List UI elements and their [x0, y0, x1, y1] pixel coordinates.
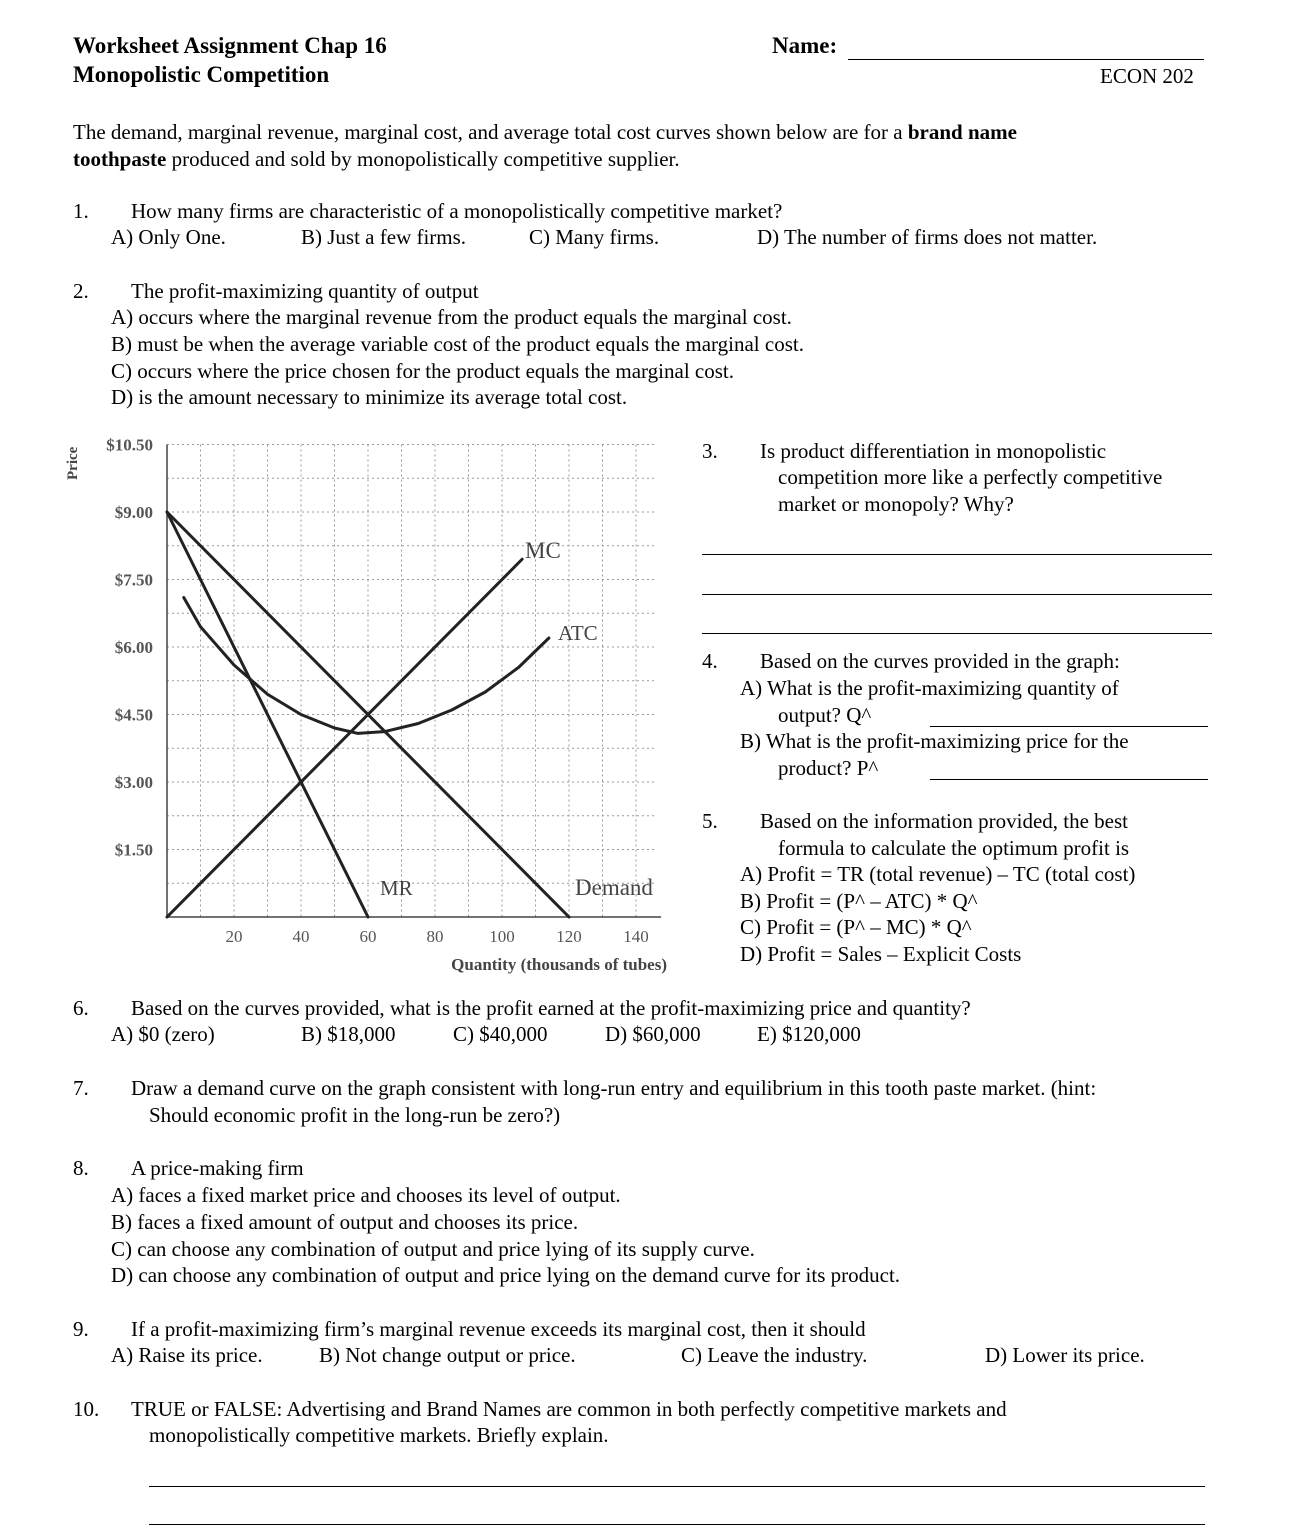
option[interactable]: A) faces a fixed market price and chooses its level of output. — [111, 1183, 621, 1207]
y-tick-label: $10.50 — [106, 435, 153, 455]
x-tick-label: 100 — [489, 927, 515, 946]
question-text: The profit-maximizing quantity of output — [131, 279, 479, 303]
option[interactable]: D) The number of firms does not matter. — [757, 225, 1098, 249]
x-tick-label: 80 — [426, 927, 444, 946]
course-label: ECON 202 — [1100, 64, 1194, 88]
option[interactable]: C) occurs where the price chosen for the product equals the marginal cost. — [111, 359, 734, 383]
x-tick-label: 60 — [359, 927, 377, 946]
answer-line[interactable] — [149, 1486, 1205, 1487]
x-axis-label: Quantity (thousands of tubes) — [451, 955, 667, 974]
cost-curves-chart — [55, 425, 685, 985]
question-number: 8. — [73, 1156, 89, 1180]
question-number: 2. — [73, 279, 89, 303]
worksheet-subtitle: Monopolistic Competition — [73, 62, 330, 87]
x-tick-label: 20 — [225, 927, 243, 946]
worksheet-title: Worksheet Assignment Chap 16 — [73, 33, 387, 58]
y-axis-label: Price — [65, 446, 81, 480]
question-number: 10. — [73, 1397, 100, 1421]
question-text: Draw a demand curve on the graph consistent with long-run entry and equilibrium in this tooth paste market. (hint: — [131, 1076, 1097, 1100]
y-tick-label: $4.50 — [114, 705, 153, 725]
sub-question: output? Q^ — [778, 703, 872, 727]
y-tick-label: $9.00 — [114, 503, 153, 522]
question-number: 5. — [702, 809, 718, 833]
question-text: formula to calculate the optimum profit is — [778, 836, 1130, 860]
answer-line[interactable] — [702, 594, 1212, 595]
answer-line-quantity[interactable] — [930, 726, 1208, 727]
curve-label-demand: Demand — [575, 875, 653, 900]
intro-bold: brand name — [907, 120, 1017, 144]
option[interactable]: D) is the amount necessary to minimize its average total cost. — [111, 385, 628, 409]
question-text: If a profit-maximizing firm’s marginal revenue exceeds its marginal cost, then it should — [131, 1317, 866, 1341]
curve-label-mc: MC — [525, 538, 561, 563]
y-tick-label: $6.00 — [114, 638, 153, 657]
option[interactable]: C) $40,000 — [453, 1022, 548, 1046]
option[interactable]: B) $18,000 — [301, 1022, 396, 1046]
x-tick-label: 120 — [556, 927, 582, 946]
question-number: 1. — [73, 199, 89, 223]
question-text: competition more like a perfectly competitive — [778, 465, 1163, 489]
chart-grid — [167, 445, 656, 918]
option[interactable]: D) can choose any combination of output and price lying on the demand curve for its product. — [111, 1263, 901, 1287]
question-number: 4. — [702, 649, 718, 673]
option[interactable]: B) Profit = (P^ – ATC) * Q^ — [740, 889, 978, 913]
option[interactable]: B) Just a few firms. — [301, 225, 467, 249]
intro-line1 — [73, 120, 1017, 145]
question-text: market or monopoly? Why? — [778, 492, 1014, 516]
curve-mc — [167, 559, 522, 917]
option[interactable]: C) Many firms. — [529, 225, 660, 249]
x-tick-label: 140 — [623, 927, 649, 946]
sub-question: B) What is the profit-maximizing price for the — [740, 729, 1129, 753]
intro-text: produced and sold by monopolistically competitive supplier. — [166, 147, 680, 171]
y-tick-label: $7.50 — [114, 570, 153, 590]
sub-question: product? P^ — [778, 756, 879, 780]
question-text: Is product differentiation in monopolistic — [760, 439, 1107, 463]
question-text: Based on the curves provided, what is the profit earned at the profit-maximizing price and quantity? — [131, 996, 971, 1020]
answer-line[interactable] — [702, 554, 1212, 555]
chart-axes — [167, 445, 661, 918]
question-text: A price-making firm — [131, 1156, 304, 1180]
intro-line2 — [73, 147, 680, 172]
intro-text: The demand, marginal revenue, marginal cost, and average total cost curves shown below are for a — [73, 120, 908, 144]
option[interactable]: A) Raise its price. — [111, 1343, 263, 1367]
question-text: How many firms are characteristic of a monopolistically competitive market? — [131, 199, 783, 223]
intro-bold: toothpaste — [73, 147, 167, 171]
name-field[interactable] — [848, 59, 1204, 60]
option[interactable]: A) Profit = TR (total revenue) – TC (total cost) — [740, 862, 1136, 886]
option[interactable]: B) must be when the average variable cost of the product equals the marginal cost. — [111, 332, 804, 356]
question-number: 7. — [73, 1076, 89, 1100]
question-text: Based on the information provided, the best — [760, 809, 1129, 833]
option[interactable]: C) can choose any combination of output and price lying of its supply curve. — [111, 1237, 755, 1261]
answer-line-price[interactable] — [930, 779, 1208, 780]
option[interactable]: D) Lower its price. — [985, 1343, 1145, 1367]
question-number: 9. — [73, 1317, 89, 1341]
option[interactable]: C) Profit = (P^ – MC) * Q^ — [740, 915, 972, 939]
answer-line[interactable] — [702, 633, 1212, 634]
option[interactable]: D) $60,000 — [605, 1022, 701, 1046]
option[interactable]: A) occurs where the marginal revenue from the product equals the marginal cost. — [111, 305, 792, 329]
curve-label-atc: ATC — [558, 621, 598, 645]
option[interactable]: A) Only One. — [111, 225, 226, 249]
question-number: 3. — [702, 439, 718, 463]
name-label: Name: — [772, 33, 838, 58]
question-number: 6. — [73, 996, 89, 1020]
option[interactable]: C) Leave the industry. — [681, 1343, 868, 1367]
y-tick-label: $3.00 — [114, 773, 153, 792]
option[interactable]: A) $0 (zero) — [111, 1022, 215, 1046]
sub-question: A) What is the profit-maximizing quantity of — [740, 676, 1119, 700]
option[interactable]: B) faces a fixed amount of output and chooses its price. — [111, 1210, 579, 1234]
question-text: TRUE or FALSE: Advertising and Brand Names are common in both perfectly competitive markets and — [131, 1397, 1007, 1421]
x-tick-label: 40 — [292, 927, 310, 946]
option[interactable]: E) $120,000 — [757, 1022, 861, 1046]
question-text: monopolistically competitive markets. Briefly explain. — [149, 1423, 609, 1447]
y-tick-label: $1.50 — [114, 840, 153, 860]
curve-label-mr: MR — [380, 876, 413, 900]
option[interactable]: B) Not change output or price. — [319, 1343, 576, 1367]
question-text: Based on the curves provided in the graph: — [760, 649, 1120, 673]
option[interactable]: D) Profit = Sales – Explicit Costs — [740, 942, 1022, 966]
answer-line[interactable] — [149, 1524, 1205, 1525]
question-text: Should economic profit in the long-run be zero?) — [149, 1103, 561, 1127]
